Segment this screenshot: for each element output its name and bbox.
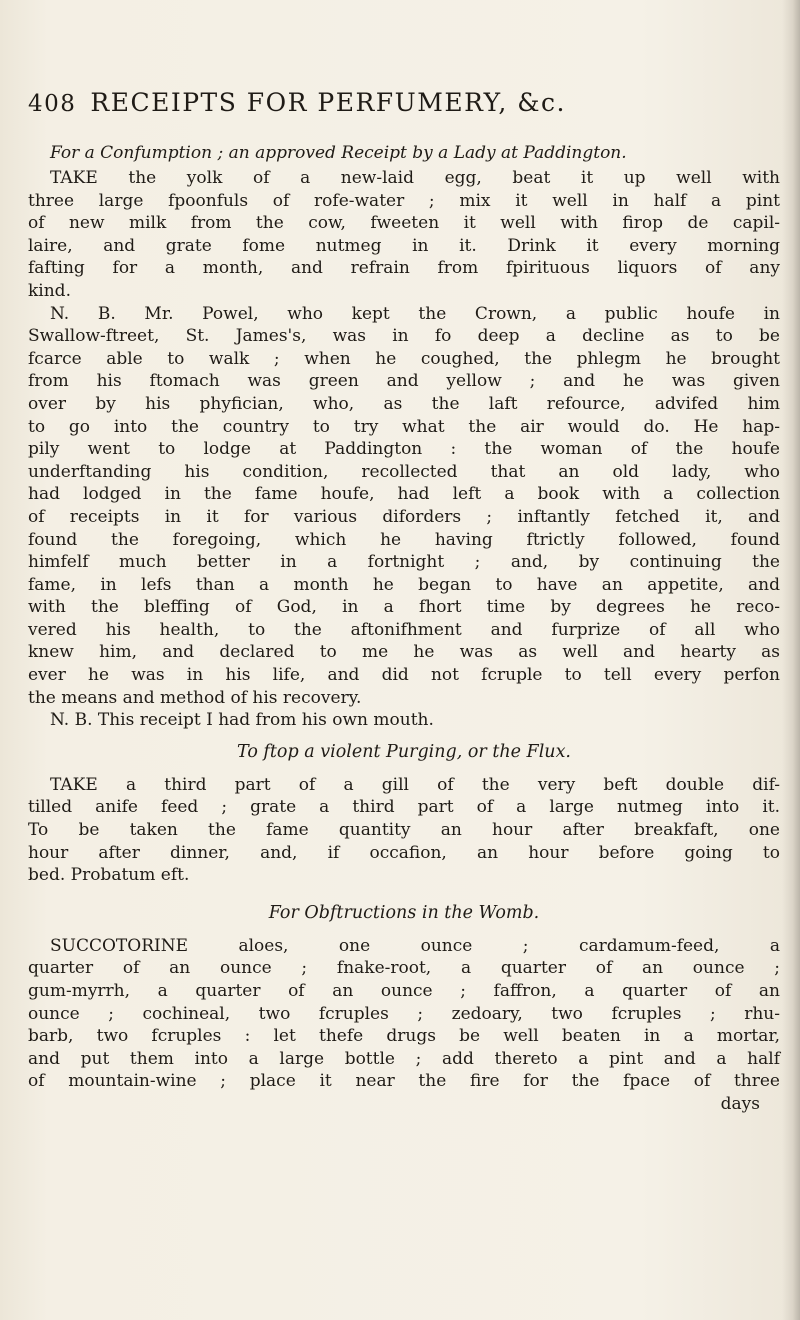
text-line: found the foregoing, which he having ftrictly followed, found: [28, 529, 780, 550]
text-line: N. B. This receipt I had from his own mouth.: [50, 710, 434, 731]
text-line: ever he was in his life, and did not fcruple to tell every perfon: [28, 665, 780, 686]
text-line: vered his health, to the aftonifhment and furprize of all who: [28, 619, 780, 640]
section-title: To ftop a violent Purging, or the Flux.: [237, 741, 571, 762]
text-line: with the bleffing of God, in a fhort time by degrees he reco-: [28, 597, 780, 618]
text-line: fcarce able to walk ; when he coughed, the phlegm he brought: [28, 348, 780, 369]
text-line: gum-myrrh, a quarter of an ounce ; faffron, a quarter of an: [28, 981, 780, 1001]
text-line: underftanding his condition, recollected that an old lady, who: [28, 461, 780, 482]
text-line: hour after dinner, and, if occafion, an hour before going to: [28, 842, 780, 863]
text-line: over by his phyfician, who, as the laft refource, advifed him: [28, 393, 780, 414]
text-line: laire, and grate fome nutmeg in it. Drink it every morning: [28, 235, 780, 256]
text-line: barb, two fcruples : let thefe drugs be well beaten in a mortar,: [28, 1026, 780, 1047]
section-purging: [28, 740, 780, 887]
text-line: from his ftomach was green and yellow ; and he was given: [28, 371, 780, 392]
text-line: pily went to lodge at Paddington : the woman of the houfe: [28, 439, 780, 460]
section-consumption: [28, 141, 780, 732]
running-title: RECEIPTS FOR PERFUMERY, &c.: [90, 88, 567, 117]
text-line: himfelf much better in a fortnight ; and, by continuing the: [28, 552, 780, 573]
page-number: 408: [28, 91, 77, 117]
text-line: SUCCOTORINE aloes, one ounce ; cardamum-feed, a: [50, 935, 780, 956]
text-line: fafting for a month, and refrain from fpirituous liquors of any: [28, 258, 780, 279]
text-line: of mountain-wine ; place it near the fire for the fpace of three: [28, 1071, 780, 1092]
text-line: To be taken the fame quantity an hour after breakfaft, one: [28, 820, 780, 841]
page-content: [28, 88, 780, 1115]
text-line: to go into the country to try what the air would do. He hap-: [28, 416, 780, 437]
catchword: days: [720, 1093, 760, 1114]
section-title: For Obftructions in the Womb.: [268, 902, 540, 923]
text-line: had lodged in the fame houfe, had left a book with a collection: [28, 484, 780, 505]
text-line: of new milk from the cow, fweeten it well with firop de capil-: [28, 213, 780, 234]
text-line: Swallow-ftreet, St. James's, was in fo deep a decline as to be: [28, 326, 780, 347]
text-line: the means and method of his recovery.: [28, 687, 362, 708]
text-line: ounce ; cochineal, two fcruples ; zedoary, two fcruples ; rhu-: [28, 1003, 780, 1024]
section-title: For a Confumption ; an approved Receipt by a Lady at Paddington.: [50, 143, 627, 163]
text-line: TAKE the yolk of a new-laid egg, beat it up well with: [50, 168, 780, 188]
text-line: of receipts in it for various diforders ; inftantly fetched it, and: [28, 506, 780, 527]
text-line: knew him, and declared to me he was as well and hearty as: [28, 642, 780, 663]
text-line: bed. Probatum eft.: [28, 865, 190, 886]
text-line: and put them into a large bottle ; add thereto a pint and a half: [28, 1048, 780, 1069]
page-edge-shadow: [782, 0, 800, 1320]
text-line: tilled anife feed ; grate a third part of a large nutmeg into it.: [28, 797, 780, 818]
running-header: [28, 88, 780, 117]
text-line: N. B. Mr. Powel, who kept the Crown, a public houfe in: [50, 303, 780, 324]
text-line: quarter of an ounce ; fnake-root, a quarter of an ounce ;: [28, 958, 780, 979]
text-line: TAKE a third part of a gill of the very beft double dif-: [50, 774, 780, 795]
text-line: kind.: [28, 280, 71, 301]
section-obstructions: [28, 901, 780, 1093]
text-line: fame, in lefs than a month he began to have an appetite, and: [28, 574, 780, 595]
text-line: three large fpoonfuls of rofe-water ; mix it well in half a pint: [28, 190, 780, 211]
